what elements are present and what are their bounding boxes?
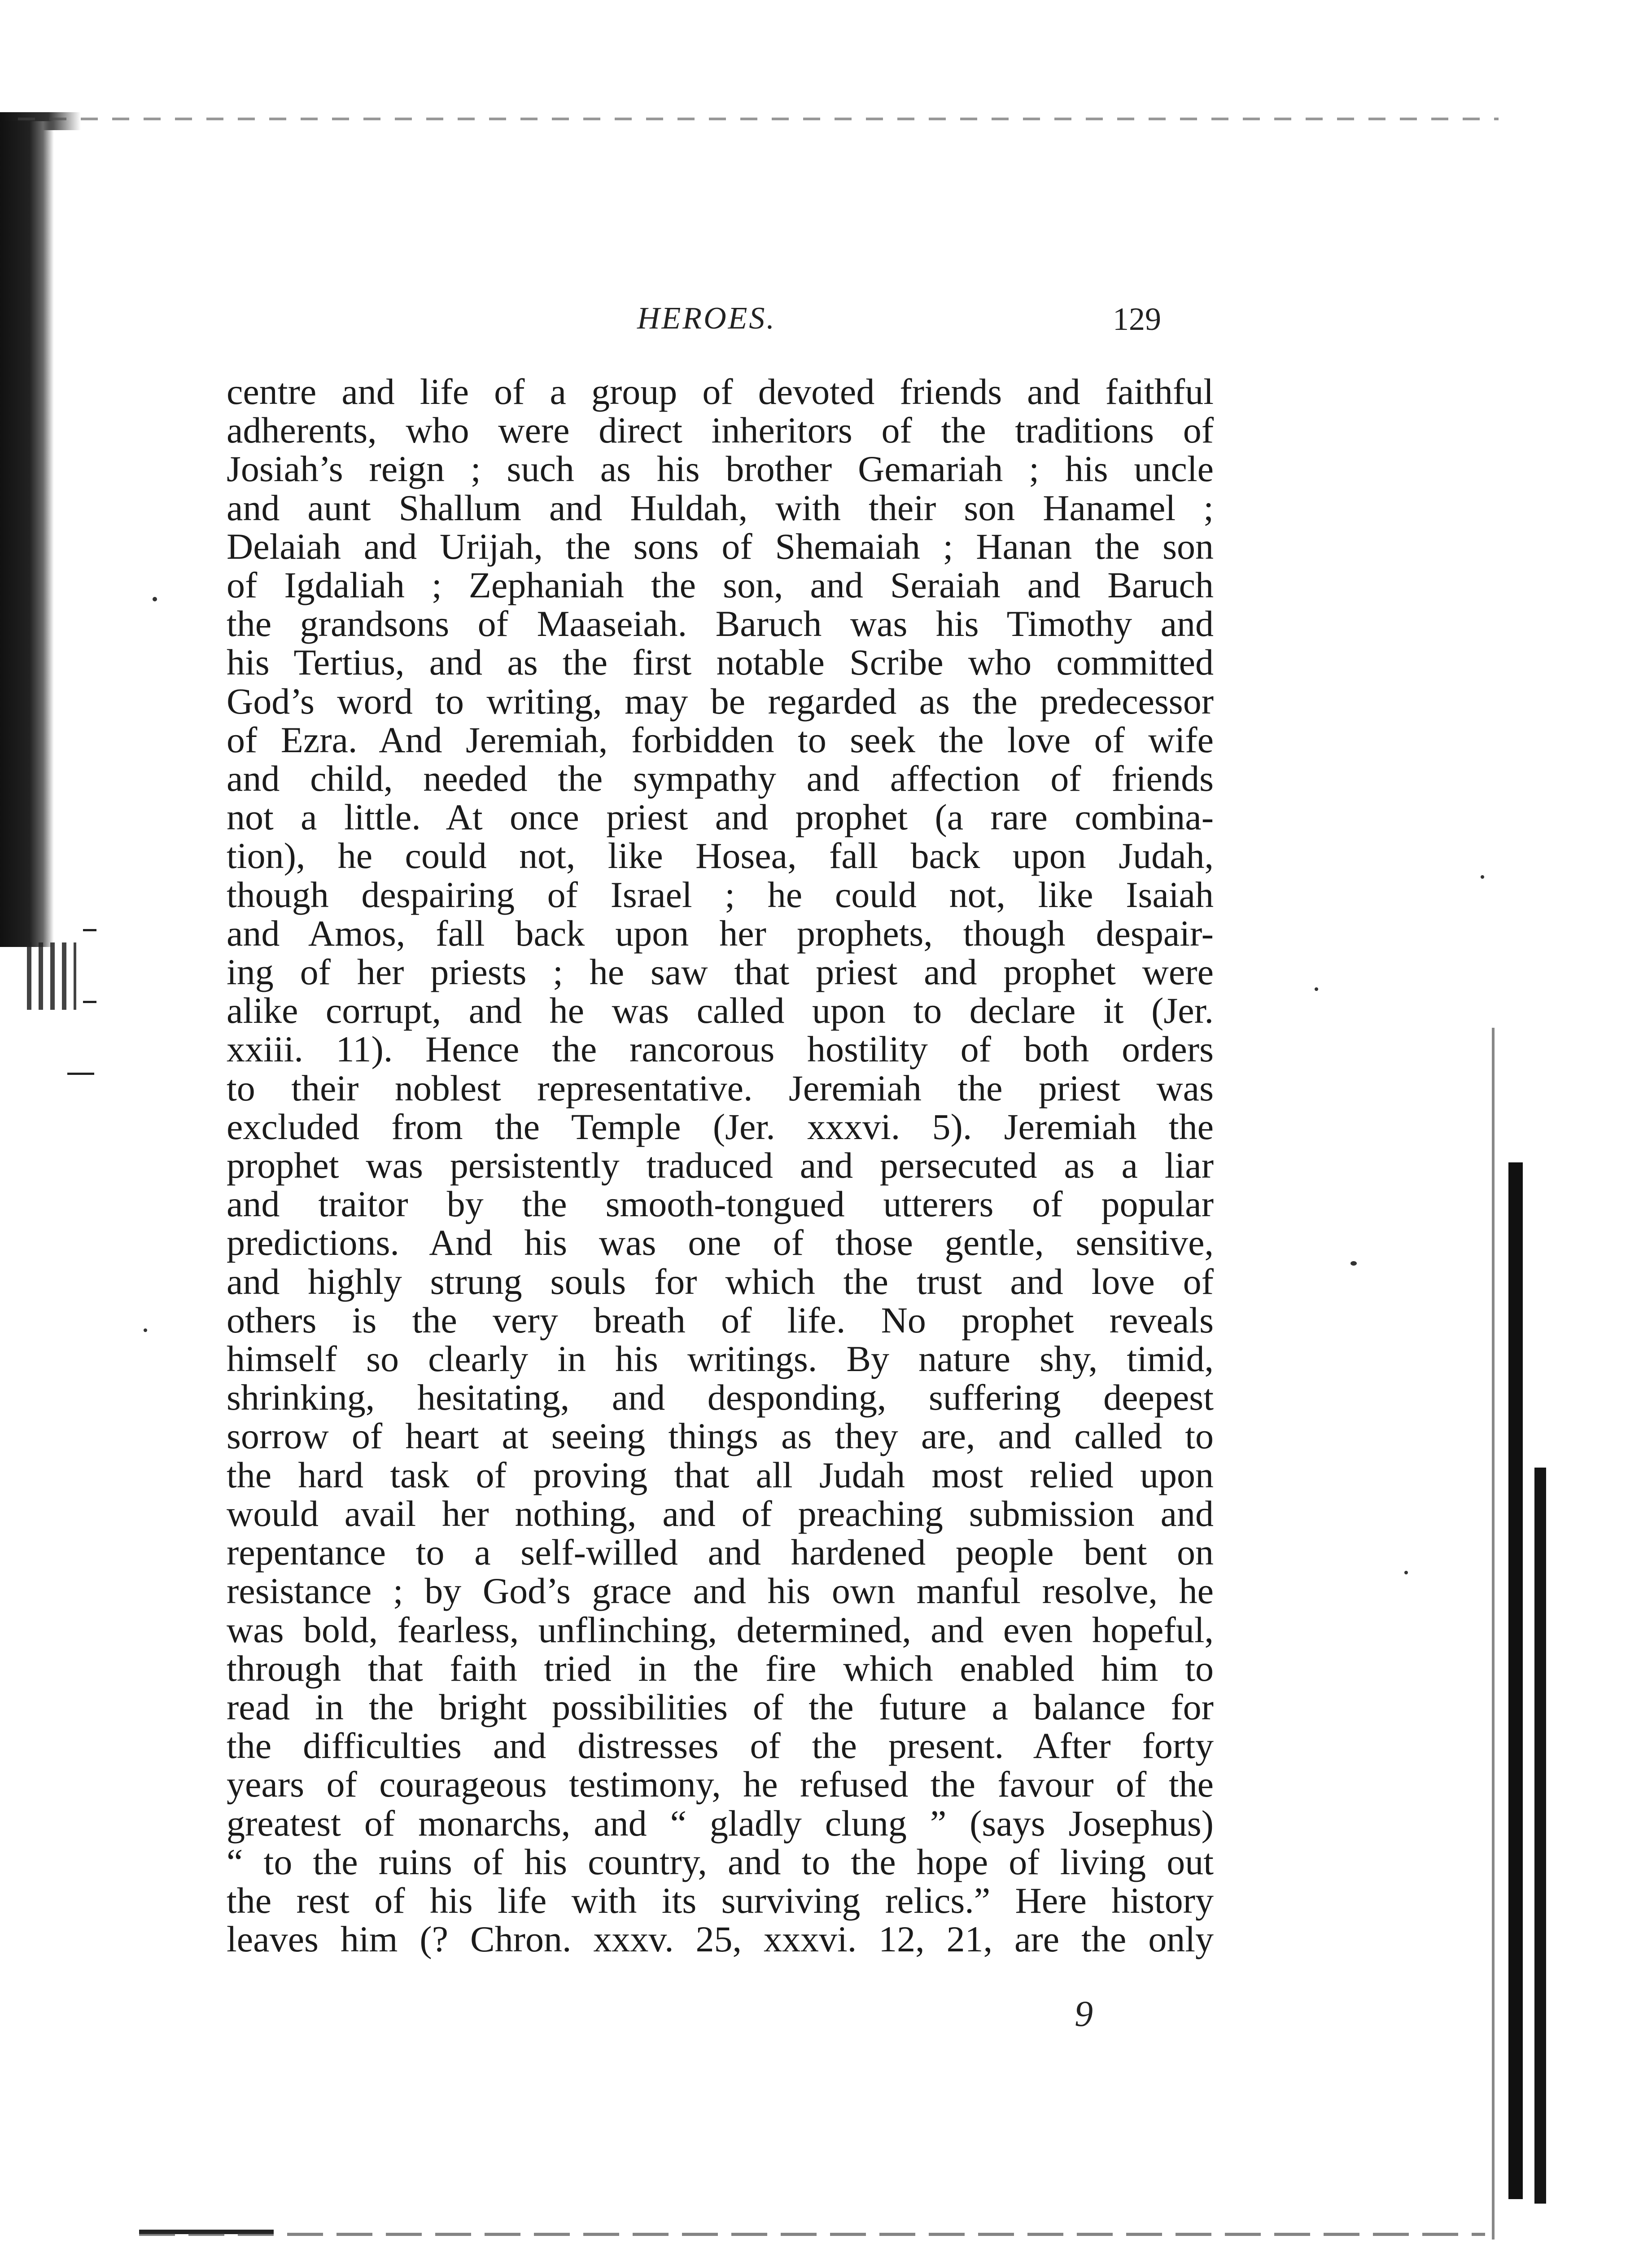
text-line: God’s word to writing, may be regarded as the predecessor bbox=[227, 680, 1214, 722]
scan-top-edge bbox=[18, 118, 1499, 120]
text-line: Delaiah and Urijah, the sons of Shemaiah ; Hanan the son bbox=[227, 526, 1214, 567]
text-line: others is the very breath of life. No prophet reveals bbox=[227, 1299, 1214, 1341]
scan-right-edge-bar-secondary bbox=[1534, 1468, 1546, 2204]
text-line: shrinking, hesitating, and desponding, suffering deepest bbox=[227, 1377, 1214, 1418]
text-line: centre and life of a group of devoted friends and faithful bbox=[227, 371, 1214, 412]
body-text bbox=[227, 373, 1214, 1959]
text-line: excluded from the Temple (Jer. xxxvi. 5). Jeremiah the bbox=[227, 1106, 1214, 1147]
text-line: the hard task of proving that all Judah most relied upon bbox=[227, 1454, 1214, 1495]
text-line: would avail her nothing, and of preaching submission and bbox=[227, 1493, 1214, 1534]
text-line: years of courageous testimony, he refused the favour of the bbox=[227, 1764, 1214, 1805]
text-line: xxiii. 11). Hence the rancorous hostility of both orders bbox=[227, 1029, 1214, 1070]
text-line: “ to the ruins of his country, and to the hope of living out bbox=[227, 1841, 1214, 1882]
scan-bottom-edge bbox=[139, 2233, 1485, 2236]
text-line: and aunt Shallum and Huldah, with their son Hanamel ; bbox=[227, 487, 1214, 528]
text-line: not a little. At once priest and prophet (a rare combina- bbox=[227, 797, 1214, 838]
scan-binding-shadow bbox=[0, 121, 54, 947]
scan-speck bbox=[153, 597, 157, 601]
text-line: to their noblest representative. Jeremiah the priest was bbox=[227, 1067, 1214, 1109]
text-line: himself so clearly in his writings. By nature shy, timid, bbox=[227, 1338, 1214, 1380]
scan-speck bbox=[1315, 987, 1318, 991]
page-number: 129 bbox=[1113, 301, 1161, 337]
text-line: the rest of his life with its surviving relics.” Here history bbox=[227, 1880, 1214, 1921]
scan-speck bbox=[1350, 1261, 1357, 1266]
text-line: leaves him (? Chron. xxxv. 25, xxxvi. 12, 21, are the only bbox=[227, 1919, 1214, 1960]
text-line: of Ezra. And Jeremiah, forbidden to seek the love of wife bbox=[227, 719, 1214, 760]
text-line: read in the bright possibilities of the future a balance for bbox=[227, 1686, 1214, 1727]
text-line: the grandsons of Maaseiah. Baruch was his Timothy and bbox=[227, 603, 1214, 644]
text-line: and Amos, fall back upon her prophets, though despair- bbox=[227, 912, 1214, 954]
text-line: and child, needed the sympathy and affection of friends bbox=[227, 758, 1214, 799]
text-line: though despairing of Israel ; he could not, like Isaiah bbox=[227, 874, 1214, 915]
text-line: alike corrupt, and he was called upon to declare it (Jer. bbox=[227, 990, 1214, 1031]
text-line: of Igdaliah ; Zephaniah the son, and Seraiah and Baruch bbox=[227, 565, 1214, 606]
printer-signature: 9 bbox=[1075, 1993, 1093, 2034]
running-title: HEROES. bbox=[637, 301, 776, 336]
scan-right-edge-bar bbox=[1508, 1162, 1523, 2199]
scan-edge-dash bbox=[83, 929, 96, 931]
text-line: and traitor by the smooth-tongued utterers of popular bbox=[227, 1183, 1214, 1225]
text-line: the difficulties and distresses of the present. After forty bbox=[227, 1725, 1214, 1766]
text-line: ing of her priests ; he saw that priest and prophet were bbox=[227, 951, 1214, 993]
text-line: sorrow of heart at seeing things as they are, and called to bbox=[227, 1416, 1214, 1457]
text-line: through that faith tried in the fire which enabled him to bbox=[227, 1648, 1214, 1689]
scan-speck bbox=[1404, 1571, 1408, 1574]
scan-speck bbox=[144, 1328, 147, 1332]
scan-edge-dash bbox=[67, 1073, 94, 1075]
text-line: repentance to a self-willed and hardened people bent on bbox=[227, 1532, 1214, 1573]
text-line: greatest of monarchs, and “ gladly clung ” (says Josephus) bbox=[227, 1802, 1214, 1844]
text-line: prophet was persistently traduced and persecuted as a liar bbox=[227, 1145, 1214, 1186]
scan-edge-dash bbox=[83, 1001, 96, 1003]
text-line: his Tertius, and as the first notable Scribe who committed bbox=[227, 642, 1214, 683]
scan-right-edge-line bbox=[1492, 1028, 1495, 2240]
text-line: was bold, fearless, unflinching, determined, and even hopeful, bbox=[227, 1609, 1214, 1650]
scan-edge-marks bbox=[27, 942, 76, 1010]
text-line: tion), he could not, like Hosea, fall back upon Judah, bbox=[227, 835, 1214, 877]
text-line: resistance ; by God’s grace and his own manful resolve, he bbox=[227, 1570, 1214, 1612]
text-line: predictions. And his was one of those gentle, sensitive, bbox=[227, 1222, 1214, 1263]
text-line: adherents, who were direct inheritors of the traditions of bbox=[227, 410, 1214, 451]
text-line: and highly strung souls for which the trust and love of bbox=[227, 1261, 1214, 1302]
text-line: Josiah’s reign ; such as his brother Gemariah ; his uncle bbox=[227, 448, 1214, 490]
scan-speck bbox=[1481, 875, 1484, 879]
